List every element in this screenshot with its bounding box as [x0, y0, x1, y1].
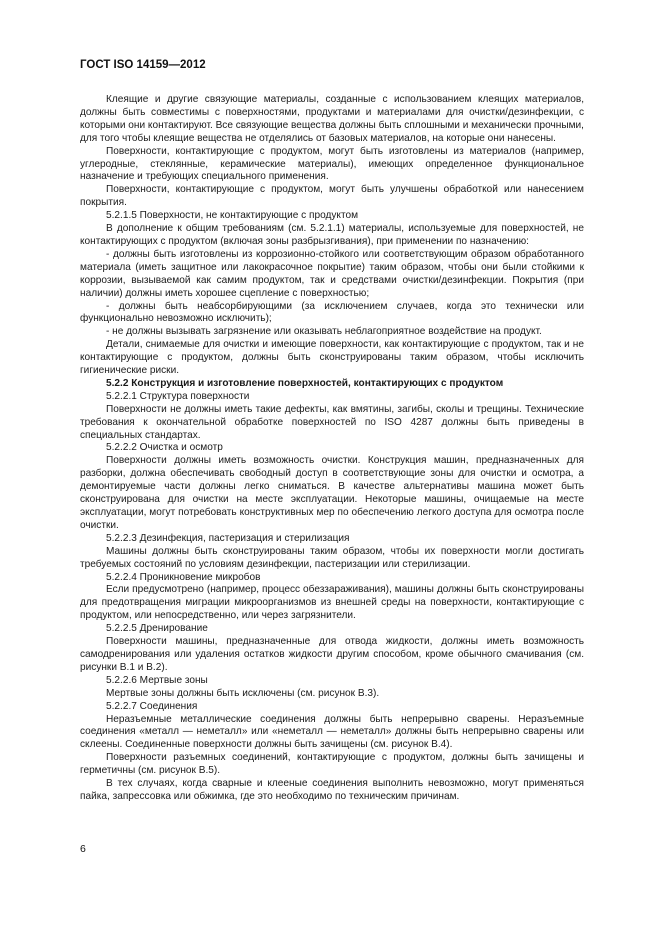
paragraph: Неразъемные металлические соединения должны быть непрерывно сварены. Неразъемные соединения «металл — неметалл» или «неметалл — неметалл» должны быть непрерывно сварены или склеены. Соединенные поверхности должны быть зачищены (см. рисунок В.4). [80, 713, 584, 751]
paragraph: Клеящие и другие связующие материалы, созданные с использованием клеящих материалов, должны быть совместимы с поверхностями, продуктами и материалами для очистки/дезинфекции, с которыми они контактируют. Все связующие вещества должны быть сплошными и механически прочными, для того чтобы клеящие вещества не отделялись от базовых материалов, на которые они нанесены. [80, 94, 584, 144]
paragraph: В тех случаях, когда сварные и клееные соединения выполнить невозможно, могут применяться пайка, запрессовка или обжимка, где это необходимо по техническим причинам. [80, 778, 584, 802]
paragraph: - должны быть изготовлены из коррозионно-стойкого или соответствующим образом обработанного материала (иметь защитное или лакокрасочное покрытие) таким образом, чтобы они были стойкими к коррозии, вызываемой как самим продуктом, так и средствами очистки/дезинфекции. Покрытия (при наличии) должны иметь хорошее сцепление с поверхностью; [80, 248, 584, 299]
paragraph: Машины должны быть сконструированы таким образом, чтобы их поверхности могли достигать требуемых состояний по условиям дезинфекции, пастеризации или стерилизации. [80, 545, 584, 570]
paragraph: 5.2.1.5 Поверхности, не контактирующие с продуктом [106, 210, 359, 222]
paragraph: Поверхности машины, предназначенные для отвода жидкости, должны иметь возможность самодренирования или удаления остатков жидкости другим способом, кроме обычного смачивания (см. рисунки В.1 и В.2). [80, 636, 584, 673]
paragraph: В дополнение к общим требованиям (см. 5.2.1.1) материалы, используемые для поверхностей, не контактирующих с продуктом (включая зоны разбрызгивания), при применении по назначению: [80, 223, 584, 247]
paragraph: - должны быть неабсорбирующими (за исключением случаев, когда это технически или функционально невозможно исключить); [80, 300, 584, 325]
page-body [80, 94, 584, 804]
paragraph: Поверхности, контактирующие с продуктом, могут быть улучшены обработкой или нанесением покрытия. [80, 184, 584, 209]
page-header-title: ГОСТ ISO 14159—2012 [80, 59, 206, 71]
paragraph: 5.2.2.2 Очистка и осмотр [106, 442, 223, 454]
paragraph: 5.2.2.6 Мертвые зоны [106, 674, 208, 686]
paragraph: Поверхности разъемных соединений, контактирующие с продуктом, должны быть зачищены и герметичны (см. рисунок В.5). [80, 752, 584, 777]
paragraph: Детали, снимаемые для очистки и имеющие поверхности, как контактирующие с продуктом, так и не контактирующие с продуктом, должны быть сконструированы таким образом, чтобы исключить гигиенические риски. [80, 339, 584, 377]
page-number: 6 [80, 843, 86, 855]
paragraph: 5.2.2.5 Дренирование [106, 623, 208, 635]
paragraph: 5.2.2.4 Проникновение микробов [106, 571, 261, 583]
paragraph: Поверхности должны иметь возможность очистки. Конструкция машин, предназначенных для разборки, должна обеспечивать свободный доступ в соответствующие зоны для очистки и осмотра, а демонтируемые части должны легко сниматься. В качестве альтернативы машина может быть сконструирована для очистки на месте эксплуатации. Некоторые машины, очищаемые на месте эксплуатации, могут потребовать конструктивных мер по обеспечению легкого доступа для осмотра после очистки. [80, 455, 584, 531]
paragraph: Поверхности, контактирующие с продуктом, могут быть изготовлены из материалов (например, углеродные, стеклянные, керамические материалы), имеющих определенное функциональное назначение и требующих специального применения. [80, 145, 584, 183]
paragraph: 5.2.2.1 Структура поверхности [106, 390, 250, 402]
paragraph: Если предусмотрено (например, процесс обеззараживания), машины должны быть сконструированы для предотвращения миграции микроорганизмов из внешней среды на поверхности, контактирующие с продуктом, или непосредственно, или через загрязнители. [80, 584, 584, 622]
paragraph: Поверхности не должны иметь такие дефекты, как вмятины, загибы, сколы и трещины. Технические требования к окончательной обработке поверхностей по ISO 4287 должны быть приведены в специальных стандартах. [80, 403, 584, 441]
section-heading: 5.2.2 Конструкция и изготовление поверхностей, контактирующих с продуктом [106, 377, 504, 389]
paragraph: 5.2.2.3 Дезинфекция, пастеризация и стерилизация [106, 532, 350, 544]
paragraph: 5.2.2.7 Соединения [106, 700, 198, 712]
paragraph: - не должны вызывать загрязнение или оказывать неблагоприятное воздействие на продукт. [106, 326, 542, 338]
paragraph: Мертвые зоны должны быть исключены (см. рисунок В.3). [106, 687, 380, 699]
